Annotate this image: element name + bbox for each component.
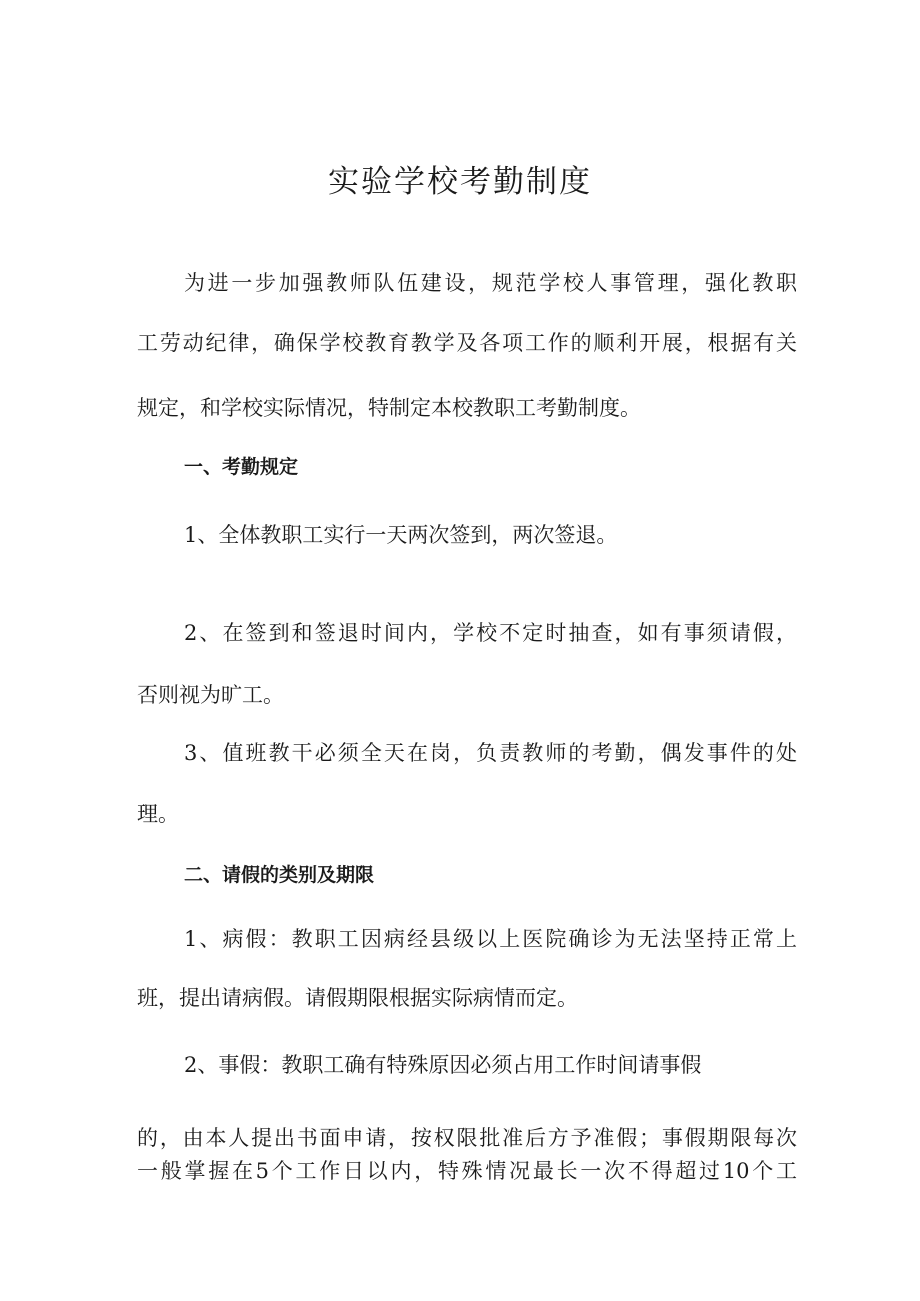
intro-line-2: 工劳动纪律，确保学校教育教学及各项工作的顺利开展，根据有关 [137, 331, 797, 355]
rule-item-3-line-2: 理。 [137, 802, 179, 826]
intro-line-3: 规定，和学校实际情况，特制定本校教职工考勤制度。 [137, 396, 641, 420]
rule-item-3-line-1: 3、值班教干必须全天在岗，负责教师的考勤，偶发事件的处 [184, 741, 797, 765]
leave-item-2-line-1: 2、事假：教职工确有特殊原因必须占用工作时间请事假 [184, 1053, 702, 1077]
rule-item-1: 1、全体教职工实行一天两次签到，两次签退。 [184, 523, 618, 547]
intro-line-1: 为进一步加强教师队伍建设，规范学校人事管理，强化教职 [184, 271, 797, 295]
leave-item-1-line-2: 班，提出请病假。请假期限根据实际病情而定。 [137, 986, 578, 1010]
leave-item-2-line-2: 的，由本人提出书面申请，按权限批准后方予准假；事假期限每次 [137, 1126, 797, 1150]
section-heading-leave-types: 二、请假的类别及期限 [184, 864, 375, 886]
document-title: 实验学校考勤制度 [328, 164, 592, 200]
rule-item-2-line-1: 2、在签到和签退时间内，学校不定时抽查，如有事须请假， [184, 621, 797, 645]
leave-item-1-line-1: 1、病假：教职工因病经县级以上医院确诊为无法坚持正常上 [184, 927, 797, 951]
leave-item-2-line-3: 一般掌握在5个工作日以内，特殊情况最长一次不得超过10个工 [137, 1159, 797, 1183]
rule-item-2-line-2: 否则视为旷工。 [137, 683, 284, 707]
section-heading-attendance-rules: 一、考勤规定 [184, 456, 299, 478]
